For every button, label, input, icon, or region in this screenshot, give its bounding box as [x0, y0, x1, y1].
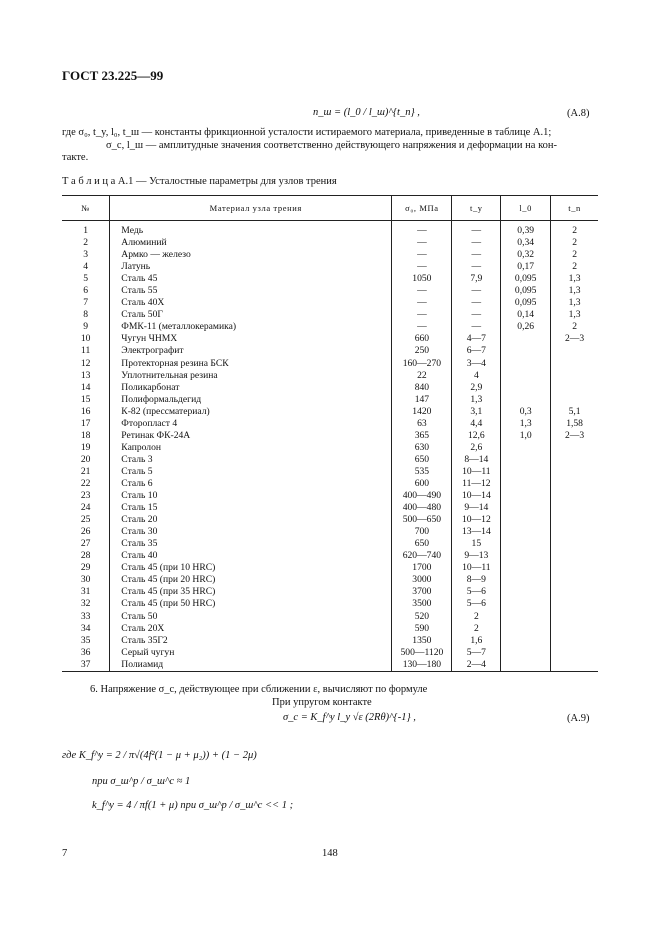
l0-value: 0,17 — [501, 261, 551, 273]
sigma-value: 700 — [392, 526, 452, 538]
where-kfy: где K_f^y = 2 / π√(4f²(1 − μ + μ₂)) + (1 − 2μ) — [62, 750, 257, 761]
material-name: Латунь — [110, 261, 392, 273]
ty-value: 15 — [452, 538, 501, 550]
row-number: 2 — [83, 237, 89, 249]
l0-value: 0,3 — [501, 406, 551, 418]
table-row — [62, 611, 598, 623]
table-row — [62, 249, 598, 261]
row-number: 37 — [62, 659, 110, 672]
row-number: 5 — [83, 273, 89, 285]
tn-value: 1,3 — [551, 273, 598, 285]
material-name: Полиамид — [110, 659, 392, 672]
tn-value: 1,3 — [551, 285, 598, 297]
material-name: Алюминий — [110, 237, 392, 249]
table-row — [62, 502, 598, 514]
row-number: 35 — [80, 634, 91, 646]
table-row — [62, 237, 598, 249]
table-row — [62, 490, 598, 502]
tn-value — [551, 538, 598, 550]
table-row — [62, 406, 598, 418]
row-number: 33 — [80, 610, 91, 622]
tn-value — [551, 370, 598, 382]
ty-value: 10—11 — [452, 466, 501, 478]
row-number: 16 — [80, 405, 91, 417]
sigma-value: 63 — [392, 418, 452, 430]
ty-value: 9—14 — [452, 502, 501, 514]
tn-value — [551, 490, 598, 502]
sigma-value: 160—270 — [392, 358, 452, 370]
material-name: Сталь 20 — [110, 514, 392, 526]
sigma-value: 3500 — [392, 598, 452, 610]
ty-value: 2,6 — [452, 442, 501, 454]
subheading-elastic-contact: При упругом контакте — [272, 697, 372, 708]
row-number: 22 — [80, 477, 91, 489]
condition-2: k_f^y = 4 / πf(1 + μ) при σ_ш^p / σ_ш^c << 1 ; — [92, 800, 294, 811]
sigma-value: 650 — [392, 538, 452, 550]
l0-value — [501, 526, 551, 538]
table-row — [62, 550, 598, 562]
material-name: Сталь 5 — [110, 466, 392, 478]
table-row — [62, 382, 598, 394]
sigma-value: — — [392, 285, 452, 297]
l0-value — [501, 345, 551, 357]
ty-value: 10—11 — [452, 562, 501, 574]
material-name: Протекторная резина БСК — [110, 358, 392, 370]
material-name: Серый чугун — [110, 647, 392, 659]
table-row — [62, 394, 598, 406]
l0-value — [501, 490, 551, 502]
col-header-material: Материал узла трения — [110, 196, 392, 221]
material-name: Сталь 15 — [110, 502, 392, 514]
row-number: 10 — [80, 333, 91, 345]
l0-value: 1,0 — [501, 430, 551, 442]
tn-value — [551, 611, 598, 623]
tn-value: 1,3 — [551, 297, 598, 309]
tn-value — [551, 659, 598, 672]
row-number: 25 — [80, 514, 91, 526]
ty-value: — — [452, 261, 501, 273]
material-name: Сталь 40 — [110, 550, 392, 562]
material-name: Сталь 35 — [110, 538, 392, 550]
tn-value — [551, 550, 598, 562]
row-number: 11 — [81, 345, 91, 357]
l0-value: 0,39 — [501, 221, 551, 238]
table-row — [62, 647, 598, 659]
sigma-value: 630 — [392, 442, 452, 454]
tn-value — [551, 478, 598, 490]
tn-value — [551, 454, 598, 466]
row-number: 8 — [83, 309, 89, 321]
l0-value: 0,34 — [501, 237, 551, 249]
l0-value — [501, 574, 551, 586]
material-name: Медь — [110, 221, 392, 238]
tn-value: 1,58 — [551, 418, 598, 430]
fatigue-table — [62, 195, 598, 672]
row-number: 31 — [80, 586, 91, 598]
table-row — [62, 345, 598, 357]
tn-value — [551, 623, 598, 635]
ty-value: 9—13 — [452, 550, 501, 562]
sigma-value: 600 — [392, 478, 452, 490]
material-name: Сталь 3 — [110, 454, 392, 466]
table-row — [62, 454, 598, 466]
formula-a9-number: (A.9) — [567, 713, 590, 724]
ty-value: 2 — [452, 611, 501, 623]
tn-value — [551, 635, 598, 647]
sigma-value: 22 — [392, 370, 452, 382]
table-row — [62, 478, 598, 490]
ty-value: 2,9 — [452, 382, 501, 394]
table-row — [62, 562, 598, 574]
tn-value — [551, 562, 598, 574]
material-name: Сталь 35Г2 — [110, 635, 392, 647]
ty-value: — — [452, 249, 501, 261]
sigma-value: 1050 — [392, 273, 452, 285]
paragraph-6: 6. Напряжение σ_c, действующее при сближении ε, вычисляют по формуле — [90, 684, 428, 695]
row-number: 9 — [83, 321, 89, 333]
l0-value — [501, 659, 551, 672]
row-number: 32 — [80, 598, 91, 610]
ty-value: 13—14 — [452, 526, 501, 538]
material-name: Сталь 55 — [110, 285, 392, 297]
sigma-value: 590 — [392, 623, 452, 635]
ty-value: 4—7 — [452, 333, 501, 345]
sigma-value: 1700 — [392, 562, 452, 574]
material-name: Сталь 20Х — [110, 623, 392, 635]
material-name: Сталь 50 — [110, 611, 392, 623]
sigma-value: 1420 — [392, 406, 452, 418]
material-name: Электрографит — [110, 345, 392, 357]
row-number: 27 — [80, 538, 91, 550]
material-name: Фторопласт 4 — [110, 418, 392, 430]
table-row — [62, 635, 598, 647]
ty-value: — — [452, 321, 501, 333]
row-number: 4 — [83, 261, 89, 273]
row-number: 34 — [80, 622, 91, 634]
ty-value: 2—4 — [452, 659, 501, 672]
ty-value: 3—4 — [452, 358, 501, 370]
table-row — [62, 538, 598, 550]
sigma-value: 500—650 — [392, 514, 452, 526]
material-name: Сталь 50Г — [110, 309, 392, 321]
tn-value: 2—3 — [551, 430, 598, 442]
table-row — [62, 333, 598, 345]
formula-a9: σ_c = K_f^y l_y √ε (2Rθ)^{-1} , — [283, 712, 416, 723]
ty-value: 4,4 — [452, 418, 501, 430]
l0-value: 1,3 — [501, 418, 551, 430]
sigma-value: 400—480 — [392, 502, 452, 514]
row-number: 1 — [83, 225, 89, 236]
footer-left: 7 — [62, 848, 68, 859]
tn-value — [551, 442, 598, 454]
tn-value: 1,3 — [551, 309, 598, 321]
sigma-value: 400—490 — [392, 490, 452, 502]
l0-value: 0,14 — [501, 309, 551, 321]
ty-value: — — [452, 297, 501, 309]
tn-value — [551, 502, 598, 514]
sigma-value: — — [392, 297, 452, 309]
row-number: 20 — [80, 453, 91, 465]
sigma-value: 3700 — [392, 586, 452, 598]
l0-value — [501, 611, 551, 623]
l0-value — [501, 586, 551, 598]
ty-value: — — [452, 237, 501, 249]
material-name: Полиформальдегид — [110, 394, 392, 406]
table-row — [62, 526, 598, 538]
sigma-value: — — [392, 237, 452, 249]
table-row — [62, 598, 598, 610]
ty-value: 3,1 — [452, 406, 501, 418]
formula-a8: n_ш = (l_0 / l_ш)^{t_n} , — [313, 107, 420, 118]
ty-value: 11—12 — [452, 478, 501, 490]
row-number: 3 — [83, 249, 89, 261]
sigma-value: 500—1120 — [392, 647, 452, 659]
table-row — [62, 418, 598, 430]
ty-value: 8—14 — [452, 454, 501, 466]
ty-value: 10—12 — [452, 514, 501, 526]
tn-value: 2 — [551, 321, 598, 333]
table-row — [62, 623, 598, 635]
material-name: Сталь 45 (при 35 HRC) — [110, 586, 392, 598]
l0-value — [501, 333, 551, 345]
sigma-value: 1350 — [392, 635, 452, 647]
table-row — [62, 586, 598, 598]
sigma-value: — — [392, 249, 452, 261]
material-name: Уплотнительная резина — [110, 370, 392, 382]
col-header-ty: t_y — [452, 196, 501, 221]
ty-value: 1,6 — [452, 635, 501, 647]
l0-value — [501, 454, 551, 466]
table-row — [62, 321, 598, 333]
l0-value — [501, 370, 551, 382]
col-header-sigma: σ₀, МПа — [392, 196, 452, 221]
material-name: ФМК-11 (металлокерамика) — [110, 321, 392, 333]
row-number: 24 — [80, 502, 91, 514]
tn-value — [551, 394, 598, 406]
row-number: 28 — [80, 550, 91, 562]
table-row — [62, 261, 598, 273]
tn-value — [551, 466, 598, 478]
where-line-1: где σ₀, t_y, l₀, t_ш — константы фрикционной усталости истираемого материала, приведенные в таблице А.1; — [62, 127, 552, 138]
tn-value — [551, 382, 598, 394]
ty-value: 4 — [452, 370, 501, 382]
table-row — [62, 273, 598, 285]
ty-value: — — [452, 309, 501, 321]
ty-value: 6—7 — [452, 345, 501, 357]
sigma-value: — — [392, 261, 452, 273]
material-name: Сталь 10 — [110, 490, 392, 502]
l0-value — [501, 635, 551, 647]
ty-value: 5—6 — [452, 598, 501, 610]
document-header: ГОСТ 23.225—99 — [62, 68, 164, 83]
sigma-value: 520 — [392, 611, 452, 623]
row-number: 23 — [80, 490, 91, 502]
material-name: Поликарбонат — [110, 382, 392, 394]
row-number: 30 — [80, 574, 91, 586]
table-row — [62, 442, 598, 454]
ty-value: — — [452, 285, 501, 297]
tn-value — [551, 514, 598, 526]
tn-value — [551, 345, 598, 357]
col-header-tn: t_n — [551, 196, 598, 221]
table-row — [62, 430, 598, 442]
material-name: К-82 (прессматериал) — [110, 406, 392, 418]
tn-value — [551, 586, 598, 598]
col-header-number: № — [62, 196, 110, 221]
sigma-value: 620—740 — [392, 550, 452, 562]
condition-1: при σ_ш^p / σ_ш^c ≈ 1 — [92, 776, 191, 787]
table-caption: Т а б л и ц а А.1 — Усталостные параметры для узлов трения — [62, 176, 337, 187]
sigma-value: 535 — [392, 466, 452, 478]
l0-value: 0,095 — [501, 273, 551, 285]
sigma-value: 660 — [392, 333, 452, 345]
ty-value: 10—14 — [452, 490, 501, 502]
material-name: Сталь 45 (при 50 HRC) — [110, 598, 392, 610]
material-name: Ретинак ФК-24А — [110, 430, 392, 442]
table-row — [62, 370, 598, 382]
ty-value: — — [452, 221, 501, 238]
l0-value — [501, 466, 551, 478]
sigma-value: 250 — [392, 345, 452, 357]
material-name: Сталь 45 (при 10 HRC) — [110, 562, 392, 574]
sigma-value: — — [392, 221, 452, 238]
tn-value: 2—3 — [551, 333, 598, 345]
sigma-value: — — [392, 321, 452, 333]
l0-value — [501, 538, 551, 550]
ty-value: 8—9 — [452, 574, 501, 586]
tn-value: 2 — [551, 237, 598, 249]
tn-value: 2 — [551, 249, 598, 261]
row-number: 14 — [80, 381, 91, 393]
table-row — [62, 221, 598, 238]
l0-value — [501, 502, 551, 514]
sigma-value: — — [392, 309, 452, 321]
l0-value — [501, 562, 551, 574]
tn-value — [551, 526, 598, 538]
sigma-value: 365 — [392, 430, 452, 442]
where-line-2: σ_c, l_ш — амплитудные значения соответственно действующего напряжения и деформации на кон- — [106, 140, 558, 151]
where-line-3: такте. — [62, 152, 89, 163]
ty-value: 2 — [452, 623, 501, 635]
tn-value: 5,1 — [551, 406, 598, 418]
l0-value — [501, 478, 551, 490]
ty-value: 12,6 — [452, 430, 501, 442]
tn-value — [551, 647, 598, 659]
l0-value — [501, 647, 551, 659]
col-header-l0: l_0 — [501, 196, 551, 221]
sigma-value: 147 — [392, 394, 452, 406]
material-name: Сталь 45 (при 20 HRC) — [110, 574, 392, 586]
formula-a8-number: (A.8) — [567, 108, 590, 119]
l0-value: 0,26 — [501, 321, 551, 333]
material-name: Армко — железо — [110, 249, 392, 261]
material-name: Чугун ЧНМХ — [110, 333, 392, 345]
table-row — [62, 514, 598, 526]
tn-value: 2 — [551, 261, 598, 273]
table-row — [62, 285, 598, 297]
tn-value — [551, 358, 598, 370]
sigma-value: 840 — [392, 382, 452, 394]
row-number: 6 — [83, 285, 89, 297]
sigma-value: 650 — [392, 454, 452, 466]
row-number: 13 — [80, 369, 91, 381]
page-number: 148 — [322, 848, 338, 859]
l0-value — [501, 442, 551, 454]
material-name: Сталь 40Х — [110, 297, 392, 309]
row-number: 15 — [80, 393, 91, 405]
table-row — [62, 466, 598, 478]
l0-value: 0,095 — [501, 285, 551, 297]
row-number: 19 — [80, 441, 91, 453]
table-row — [62, 659, 598, 672]
ty-value: 5—7 — [452, 647, 501, 659]
table-header-row — [62, 196, 598, 221]
row-number: 29 — [80, 562, 91, 574]
sigma-value: 3000 — [392, 574, 452, 586]
material-name: Сталь 45 — [110, 273, 392, 285]
ty-value: 5—6 — [452, 586, 501, 598]
l0-value — [501, 382, 551, 394]
l0-value — [501, 550, 551, 562]
tn-value — [551, 574, 598, 586]
row-number: 12 — [80, 357, 91, 369]
row-number: 7 — [83, 297, 89, 309]
row-number: 26 — [80, 526, 91, 538]
table-row — [62, 297, 598, 309]
l0-value — [501, 394, 551, 406]
tn-value: 2 — [551, 221, 598, 238]
ty-value: 7,9 — [452, 273, 501, 285]
l0-value — [501, 598, 551, 610]
l0-value: 0,32 — [501, 249, 551, 261]
sigma-value: 130—180 — [392, 659, 452, 672]
row-number: 18 — [80, 429, 91, 441]
material-name: Сталь 6 — [110, 478, 392, 490]
row-number: 21 — [80, 465, 91, 477]
material-name: Сталь 30 — [110, 526, 392, 538]
table-row — [62, 309, 598, 321]
row-number: 36 — [80, 646, 91, 658]
tn-value — [551, 598, 598, 610]
material-name: Капролон — [110, 442, 392, 454]
row-number: 17 — [80, 417, 91, 429]
table-row — [62, 358, 598, 370]
l0-value — [501, 514, 551, 526]
l0-value — [501, 358, 551, 370]
table-row — [62, 574, 598, 586]
l0-value: 0,095 — [501, 297, 551, 309]
l0-value — [501, 623, 551, 635]
ty-value: 1,3 — [452, 394, 501, 406]
